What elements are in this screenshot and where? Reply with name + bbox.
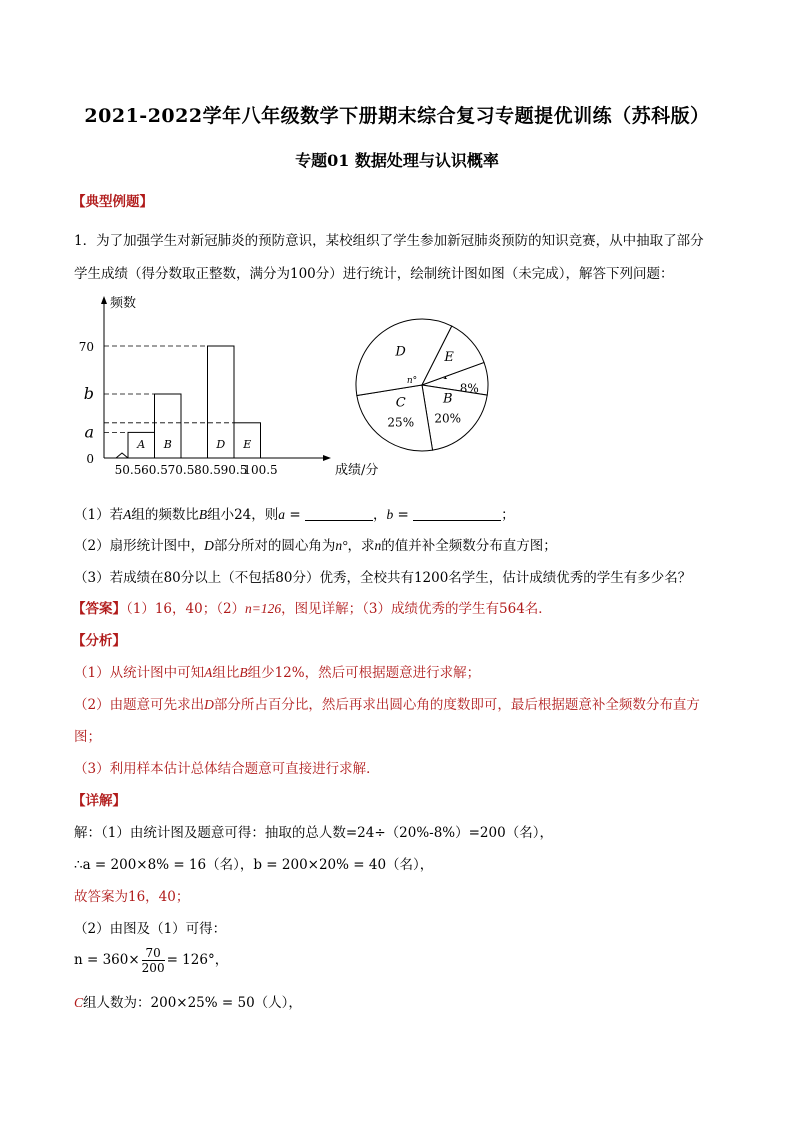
detail-line-5: n = 360× $\frac{70}{200}$ = 126°， (74, 946, 229, 975)
analysis-line-2: （2）由题意可先求出D部分所占百分比，然后再求出圆心角的度数即可，最后根据题意补全频数分布直方 (74, 697, 700, 713)
answer-blank-a[interactable] (305, 508, 373, 521)
answer-line: 【答案】（1）16，40；（2）n=126，图见详解；（3）成绩优秀的学生有564名． (72, 601, 552, 617)
page-title: 2021-2022学年八年级数学下册期末综合复习专题提优训练（苏科版） (84, 105, 710, 127)
analysis-line-3: 图； (74, 729, 101, 745)
x-tick-label: 50.5 (114, 463, 142, 477)
x-tick-label: 70.5 (167, 463, 195, 477)
pie-chart (345, 308, 500, 463)
detail-line-6: C组人数为：200×25% = 50（人）， (74, 995, 302, 1011)
pie-slice-percent: 8% (459, 381, 479, 396)
pie-slice-label: E (444, 349, 454, 365)
part3-line: （3）若成绩在80分以上（不包括80分）优秀，全校共有1200名学生，估计成绩优秀的学生有多少名？ (74, 570, 692, 586)
bar-label: D (216, 438, 226, 451)
answer-blank-b[interactable] (413, 508, 501, 521)
part2-line: （2）扇形统计图中，D部分所对的圆心角为n°，求n的值并补全频数分布直方图； (74, 538, 557, 554)
x-tick-label: 60.5 (141, 463, 168, 477)
y-axis-arrow (101, 296, 107, 304)
pie-slice-label: C (395, 395, 406, 411)
y-axis-label: 频数 (110, 296, 137, 311)
bar-label: B (163, 438, 172, 451)
pie-slice-percent: 20% (434, 411, 462, 426)
fraction: $\frac{70}{200}$ (141, 946, 165, 975)
pie-slice-label: D (395, 344, 406, 360)
x-tick-label: 80.5 (194, 463, 221, 477)
pie-slice-label: B (442, 391, 453, 407)
detail-line-2: ∴a = 200×8% = 16（名），b = 200×20% = 40（名）， (74, 857, 434, 873)
y-tick-label: a (84, 422, 94, 442)
x-axis-arrow (323, 455, 331, 461)
y-tick-label: 70 (78, 340, 94, 354)
y-tick-label: 0 (86, 452, 94, 466)
page-subtitle: 专题01 数据处理与认识概率 (295, 151, 499, 170)
x-tick-label: 90.5 (220, 463, 248, 477)
detail-line-1: 解：（1）由统计图及题意可得：抽取的总人数=24÷（20%-8%）=200（名）， (74, 825, 553, 841)
section-example-tag: 【典型例题】 (72, 194, 153, 210)
analysis-tag: 【分析】 (72, 633, 126, 649)
analysis-line-4: （3）利用样本估计总体结合题意可直接进行求解． (74, 761, 380, 777)
bar-label: A (137, 438, 146, 451)
detail-line-4: （2）由图及（1）可得： (74, 921, 227, 937)
detail-tag: 【详解】 (72, 793, 126, 809)
y-tick-label: b (83, 384, 94, 403)
x-axis-label: 成绩/分 (335, 463, 379, 478)
x-tick-label: 100.5 (243, 463, 278, 477)
pie-slice-percent: 25% (387, 415, 415, 430)
detail-line-3: 故答案为16，40； (74, 889, 190, 905)
part1-line: （1）若A组的频数比B组小24，则a = ，b = ； (74, 507, 515, 523)
question-line-1: 1．为了加强学生对新冠肺炎的预防意识，某校组织了学生参加新冠肺炎预防的知识竞赛，从中抽取了部分 (74, 233, 704, 249)
question-line-2: 学生成绩（得分数取正整数，满分为100分）进行统计，绘制统计图如图（未完成），解答下列问题： (74, 266, 674, 282)
analysis-line-1: （1）从统计图中可知A组比B组少12%，然后可根据题意进行求解； (74, 665, 481, 681)
bar-label: E (243, 438, 252, 451)
pie-center-label: n° (406, 376, 418, 386)
histogram-chart (70, 290, 380, 485)
